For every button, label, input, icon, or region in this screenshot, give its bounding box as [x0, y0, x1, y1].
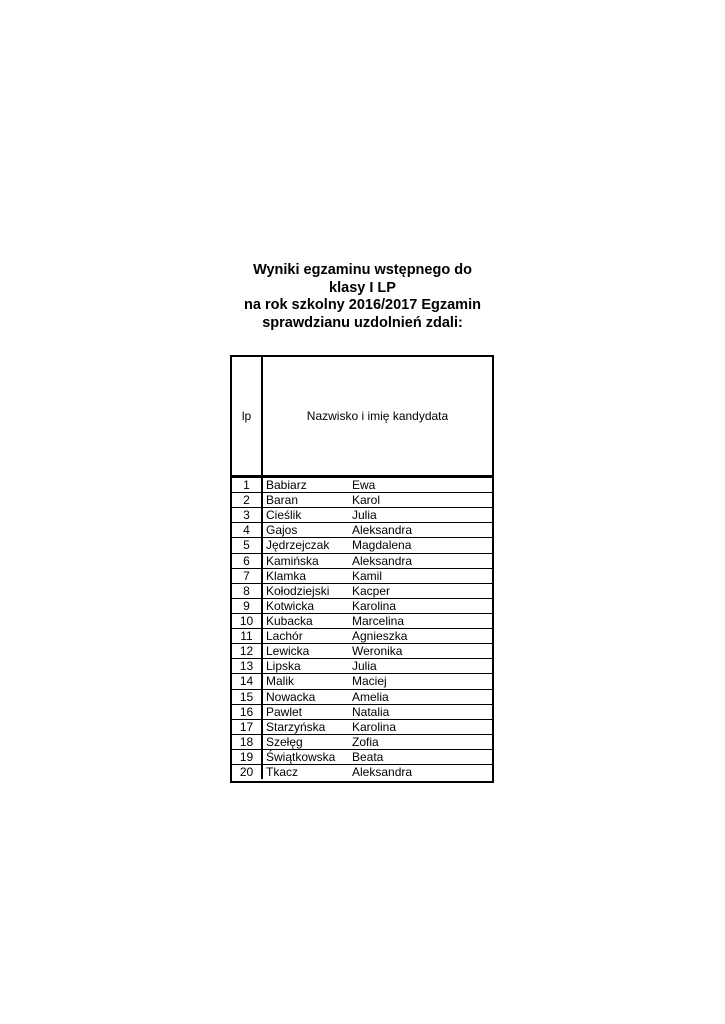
row-surname: Lachór: [266, 629, 303, 644]
row-surname: Kotwicka: [266, 598, 315, 613]
row-surname: Baran: [266, 493, 299, 508]
row-firstname: Weronika: [352, 644, 403, 659]
row-number: 9: [232, 599, 263, 613]
row-firstname: Karol: [352, 493, 381, 508]
row-surname: Nowacka: [266, 689, 316, 704]
table-row: [232, 690, 492, 705]
table-row: [232, 629, 492, 644]
row-number: 10: [232, 614, 263, 628]
row-firstname: Maciej: [352, 674, 387, 689]
table-row: [232, 508, 492, 523]
row-number: 13: [232, 659, 263, 673]
table-row: [232, 720, 492, 735]
row-firstname: Magdalena: [352, 538, 412, 553]
row-firstname: Agnieszka: [352, 629, 408, 644]
row-firstname: Kacper: [352, 583, 391, 598]
row-surname: Babiarz: [266, 478, 307, 492]
row-firstname: Julia: [352, 508, 377, 523]
row-number: 17: [232, 720, 263, 734]
row-surname: Pawlet: [266, 704, 303, 719]
row-number: 19: [232, 750, 263, 764]
row-firstname: Ewa: [352, 478, 376, 492]
table-row: [232, 659, 492, 674]
table-row: [232, 478, 492, 493]
row-firstname: Amelia: [352, 689, 389, 704]
row-surname: Jędrzejczak: [266, 538, 330, 553]
row-firstname: Zofia: [352, 734, 379, 749]
row-surname: Kubacka: [266, 613, 313, 628]
row-surname: Gajos: [266, 523, 298, 538]
table-row: [232, 569, 492, 584]
row-surname: Malik: [266, 674, 295, 689]
table-row: [232, 750, 492, 765]
table-row: [232, 735, 492, 750]
table-row: [232, 584, 492, 599]
row-surname: Świątkowska: [266, 749, 336, 764]
results-table: [230, 355, 494, 783]
row-firstname: Beata: [352, 749, 384, 764]
row-number: 15: [232, 690, 263, 704]
table-row: [232, 614, 492, 629]
table-row: [232, 538, 492, 553]
title-line: klasy I LP: [329, 279, 396, 296]
row-surname: Szełęg: [266, 734, 303, 749]
table-row: [232, 674, 492, 689]
row-number: 6: [232, 554, 263, 568]
row-number: 20: [232, 765, 263, 779]
row-number: 3: [232, 508, 263, 522]
table-row: [232, 644, 492, 659]
table-row: [232, 599, 492, 614]
row-firstname: Natalia: [352, 704, 390, 719]
row-surname: Tkacz: [266, 765, 299, 780]
table-row: [232, 765, 492, 779]
header-name: Nazwisko i imię kandydata: [306, 409, 449, 423]
row-firstname: Aleksandra: [352, 765, 413, 780]
row-surname: Klamka: [266, 568, 307, 583]
row-surname: Kamińska: [266, 553, 319, 568]
row-firstname: Aleksandra: [352, 553, 413, 568]
title-line: Wyniki egzaminu wstępnego do: [253, 262, 472, 278]
row-number: 7: [232, 569, 263, 583]
row-firstname: Karolina: [352, 598, 397, 613]
row-firstname: Marcelina: [352, 613, 405, 628]
row-firstname: Karolina: [352, 719, 397, 734]
table-header: [232, 357, 492, 478]
row-surname: Cieślik: [266, 508, 302, 523]
row-number: 14: [232, 674, 263, 688]
row-surname: Starzyńska: [266, 719, 326, 734]
row-surname: Kołodziejski: [266, 583, 330, 598]
row-firstname: Julia: [352, 659, 377, 674]
row-number: 1: [232, 478, 263, 492]
row-number: 18: [232, 735, 263, 749]
table-row: [232, 493, 492, 508]
row-surname: Lipska: [266, 659, 301, 674]
table-row: [232, 554, 492, 569]
table-row: [232, 705, 492, 720]
table-body: [232, 478, 492, 779]
row-number: 12: [232, 644, 263, 658]
row-firstname: Kamil: [352, 568, 383, 583]
row-number: 4: [232, 523, 263, 537]
title-line: na rok szkolny 2016/2017 Egzamin: [244, 297, 481, 313]
row-surname: Lewicka: [266, 644, 310, 659]
row-number: 16: [232, 705, 263, 719]
row-number: 5: [232, 538, 263, 552]
header-lp: lp: [232, 357, 263, 475]
row-number: 8: [232, 584, 263, 598]
row-number: 2: [232, 493, 263, 507]
row-firstname: Aleksandra: [352, 523, 413, 538]
page-title: [200, 262, 525, 332]
row-number: 11: [232, 629, 263, 643]
title-line: sprawdzianu uzdolnień zdali:: [262, 314, 463, 331]
table-row: [232, 523, 492, 538]
